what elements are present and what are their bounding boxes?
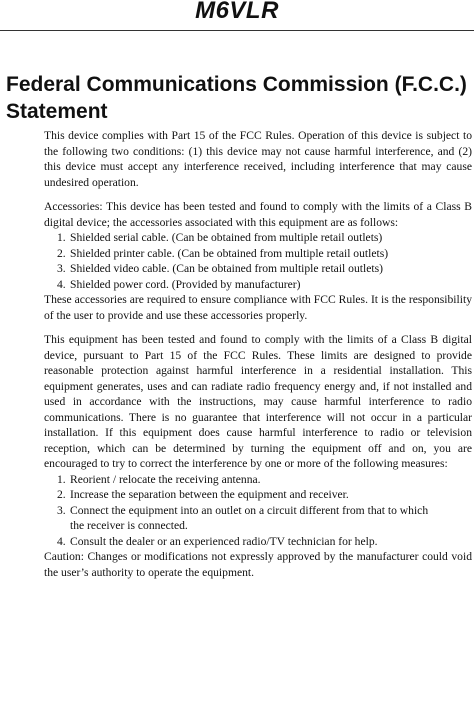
accessories-intro: Accessories: This device has been tested and found to comply with the limits of a Class B digital device; the accessories associated with this equipment are as follows: bbox=[44, 200, 472, 229]
list-item: 1. Reorient / relocate the receiving antenna. bbox=[57, 472, 261, 486]
model-name: M6VLR bbox=[195, 0, 279, 24]
list-item: 3. Shielded video cable. (Can be obtained from multiple retail outlets) bbox=[57, 262, 383, 275]
accessories-outro: These accessories are required to ensure compliance with FCC Rules. It is the responsibility of the user to provide and use these accessories properly. bbox=[44, 293, 472, 322]
list-item: 4. Shielded power cord. (Provided by manufacturer) bbox=[57, 277, 301, 291]
measures-list bbox=[44, 472, 472, 550]
page-header bbox=[0, 0, 474, 31]
accessories-list bbox=[44, 230, 472, 292]
document-body bbox=[44, 128, 472, 580]
list-item: 4. Consult the dealer or an experienced radio/TV technician for help. bbox=[57, 534, 378, 548]
list-item: 2. Increase the separation between the equipment and receiver. bbox=[57, 488, 349, 501]
page-title: Federal Communications Commission (F.C.C.) Statement bbox=[6, 73, 467, 123]
caution-paragraph: Caution: Changes or modifications not expressly approved by the manufacturer could void the user’s authority to operate the equipment. bbox=[44, 550, 472, 579]
list-item: 3. Connect the equipment into an outlet on a circuit different from that to which the receiver is connected. bbox=[57, 503, 429, 532]
list-item: 2. Shielded printer cable. (Can be obtained from multiple retail outlets) bbox=[57, 246, 389, 260]
class-b-paragraph: This equipment has been tested and found to comply with the limits of a Class B digital device, pursuant to Part 15 of the FCC Rules. These limits are designed to provide reasonable protection against harmful interference in a residential installation. This equipment generates, uses and can radiate radio frequency energy and, if not installed and used in accordance with the instructions, may cause harmful interference to radio communications. There is no guarantee that interference will not occur in a particular installation. If this equipment does cause harmful interference to radio or television reception, which can be determined by turning the equipment off and on, you are encouraged to try to correct the interference by one or more of the following measures: bbox=[44, 333, 472, 470]
compliance-paragraph: This device complies with Part 15 of the FCC Rules. Operation of this device is subject to the following two conditions: (1) this device may not cause harmful interference, and (2) this device must accept any interference received, including interference that may cause undesired operation. bbox=[44, 129, 472, 189]
list-item: 1. Shielded serial cable. (Can be obtained from multiple retail outlets) bbox=[57, 231, 383, 244]
